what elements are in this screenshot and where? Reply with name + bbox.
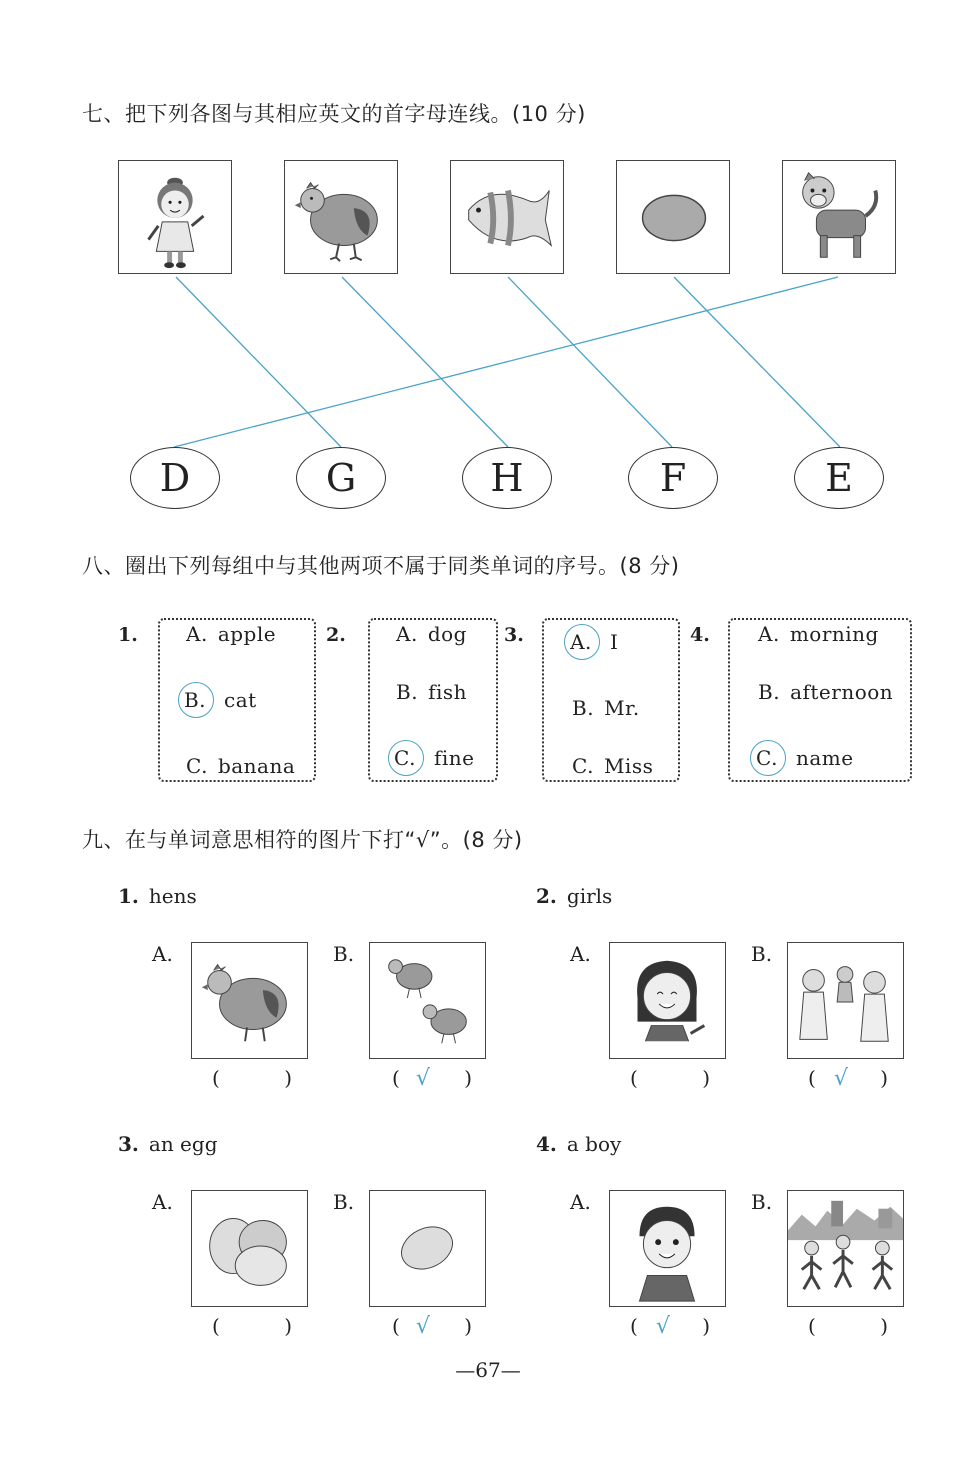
q2-answer-b-parens[interactable]: ( ) [808, 1066, 888, 1090]
eggs-icon [192, 1191, 307, 1306]
group-1-option-c[interactable]: C. banana [186, 754, 296, 778]
q3-label-a: A. [152, 1190, 173, 1214]
q4-label-b: B. [751, 1190, 773, 1214]
hen-picture [284, 160, 398, 274]
letter-D[interactable]: D [130, 447, 220, 509]
group-1-number: 1. [118, 624, 138, 646]
group-2-option-a[interactable]: A. dog [396, 622, 467, 646]
line-hen-to-H [342, 277, 508, 447]
section-7-heading: 七、把下列各图与其相应英文的首字母连线。(10 分) [82, 102, 586, 126]
group-3-option-a[interactable]: A. I [572, 624, 618, 660]
dog-picture [782, 160, 896, 274]
girl-icon [610, 943, 725, 1058]
question-1-title: 1. hens [118, 884, 197, 908]
page-number: —67— [455, 1358, 521, 1382]
egg-picture [616, 160, 730, 274]
question-4-title: 4. a boy [536, 1132, 622, 1156]
egg-icon [370, 1191, 485, 1306]
check-mark-icon: √ [416, 1066, 431, 1091]
q3-answer-b-parens[interactable]: ( ) [392, 1314, 472, 1338]
group-2-option-c[interactable]: C. fine [396, 740, 475, 776]
two-hens-icon [370, 943, 485, 1058]
q3-label-b: B. [333, 1190, 355, 1214]
letter-F[interactable]: F [628, 447, 718, 509]
q1-picture-a[interactable] [191, 942, 308, 1059]
q2-picture-b[interactable] [787, 942, 904, 1059]
q3-answer-a-parens[interactable]: ( ) [212, 1314, 292, 1338]
group-1-option-b[interactable]: B. cat [186, 682, 257, 718]
q1-label-b: B. [333, 942, 355, 966]
fish-picture [450, 160, 564, 274]
group-4-number: 4. [690, 624, 710, 646]
line-egg-to-E [674, 277, 840, 447]
check-mark-icon: √ [656, 1314, 671, 1339]
q3-picture-a[interactable] [191, 1190, 308, 1307]
group-1-option-a[interactable]: A. apple [186, 622, 277, 646]
check-mark-icon: √ [416, 1314, 431, 1339]
q2-answer-a-parens[interactable]: ( ) [630, 1066, 710, 1090]
group-3-option-b[interactable]: B. Mr. [572, 696, 640, 720]
answer-circle: B. [178, 682, 214, 718]
section-8-heading: 八、圈出下列每组中与其他两项不属于同类单词的序号。(8 分) [82, 554, 680, 578]
group-4-option-c[interactable]: C. name [758, 740, 854, 776]
q3-picture-b[interactable] [369, 1190, 486, 1307]
letter-E[interactable]: E [794, 447, 884, 509]
q4-answer-a-parens[interactable]: ( ) [630, 1314, 710, 1338]
line-fish-to-F [508, 277, 672, 447]
q1-picture-b[interactable] [369, 942, 486, 1059]
line-girl-to-G [176, 277, 341, 447]
q1-label-a: A. [152, 942, 173, 966]
q1-answer-b-parens[interactable]: ( ) [392, 1066, 472, 1090]
check-mark-icon: √ [834, 1066, 849, 1091]
fish-icon [451, 161, 563, 273]
girls-icon [788, 943, 903, 1058]
group-3-option-c[interactable]: C. Miss [572, 754, 654, 778]
egg-icon [617, 161, 729, 273]
q4-label-a: A. [570, 1190, 591, 1214]
dog-icon [783, 161, 895, 273]
hen-icon [192, 943, 307, 1058]
group-2-option-b[interactable]: B. fish [396, 680, 468, 704]
answer-circle: C. [388, 740, 424, 776]
group-4-option-b[interactable]: B. afternoon [758, 680, 894, 704]
q4-answer-b-parens[interactable]: ( ) [808, 1314, 888, 1338]
group-4-option-a[interactable]: A. morning [758, 622, 879, 646]
group-3-number: 3. [504, 624, 524, 646]
answer-circle: C. [750, 740, 786, 776]
line-dog-to-D [174, 277, 838, 447]
girl-picture [118, 160, 232, 274]
q1-answer-a-parens[interactable]: ( ) [212, 1066, 292, 1090]
question-2-title: 2. girls [536, 884, 613, 908]
letter-G[interactable]: G [296, 447, 386, 509]
answer-circle: A. [564, 624, 600, 660]
question-3-title: 3. an egg [118, 1132, 218, 1156]
girl-icon [119, 161, 231, 273]
q2-picture-a[interactable] [609, 942, 726, 1059]
q2-label-b: B. [751, 942, 773, 966]
q4-picture-a[interactable] [609, 1190, 726, 1307]
group-2-number: 2. [326, 624, 346, 646]
q4-picture-b[interactable] [787, 1190, 904, 1307]
boy-icon [610, 1191, 725, 1306]
section-9-heading: 九、在与单词意思相符的图片下打“√”。(8 分) [82, 828, 523, 852]
hen-icon [285, 161, 397, 273]
boys-icon [788, 1191, 903, 1306]
q2-label-a: A. [570, 942, 591, 966]
letter-H[interactable]: H [462, 447, 552, 509]
